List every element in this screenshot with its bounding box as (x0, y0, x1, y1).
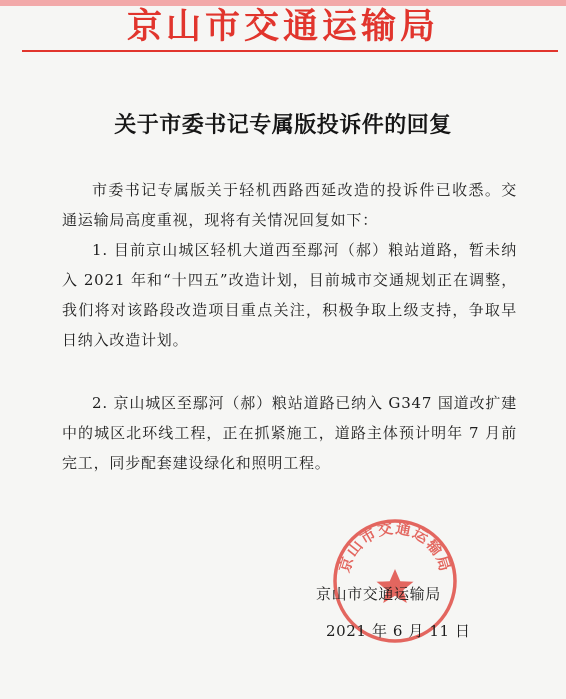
paragraph-point-1: 1. 目前京山城区轻机大道西至鄢河（郝）粮站道路，暂未纳入 2021 年和“十四五”改造计划，目前城市交通规划正在调整，我们将对该路段改造项目重点关注，积极争取上级支持，争取早日纳入改造计划。 (62, 241, 517, 349)
letterhead-rule (22, 50, 558, 52)
document-title: 关于市委书记专属版投诉件的回复 (114, 112, 452, 138)
paragraph-point-2: 2. 京山城区至鄢河（郝）粮站道路已纳入 G347 国道改扩建中的城区北环线工程，正在抓紧施工，道路主体预计明年 7 月前完工，同步配套建设绿化和照明工程。 (62, 394, 517, 472)
paragraph-intro: 市委书记专属版关于轻机西路西延改造的投诉件已收悉。交通运输局高度重视，现将有关情况回复如下： (62, 181, 517, 229)
signature-date: 2021 年 6 月 11 日 (326, 622, 471, 640)
signature-org: 京山市交通运输局 (316, 585, 441, 603)
seal-text: 京山市交通运输局 (335, 519, 455, 575)
letterhead-title: 京山市交通运输局 (126, 6, 439, 47)
svg-text:京山市交通运输局 (335, 519, 454, 575)
